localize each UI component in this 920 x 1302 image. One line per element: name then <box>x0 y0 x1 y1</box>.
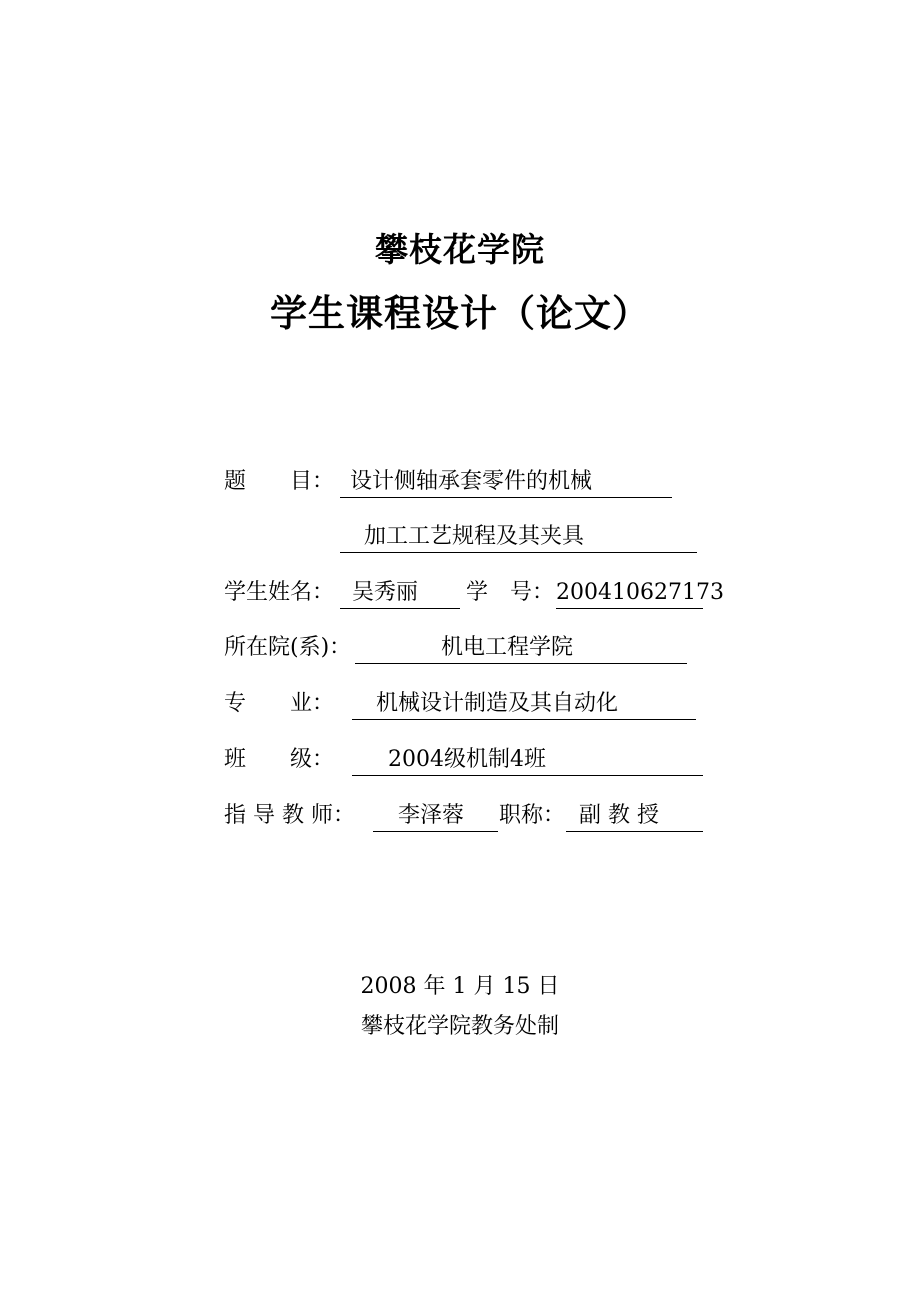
topic-label: 题 目： <box>224 469 335 494</box>
advisor-value: 李泽蓉 <box>398 803 465 828</box>
document-type-title: 学生课程设计（论文） <box>270 292 650 335</box>
advisor-label: 指 导 教 师： <box>224 803 355 828</box>
issue-date: 2008 年 1 月 15 日 <box>360 974 560 999</box>
major-label: 专 业： <box>224 691 335 716</box>
student-name-label: 学生姓名： <box>224 580 335 605</box>
major-value: 机械设计制造及其自动化 <box>376 691 619 716</box>
student-row <box>0 578 920 610</box>
topic-value-line2: 加工工艺规程及其夹具 <box>364 524 585 549</box>
department-value: 机电工程学院 <box>441 635 574 660</box>
topic-row-1 <box>0 467 920 499</box>
advisor-row <box>0 801 920 833</box>
student-id-label: 学 号： <box>466 580 555 605</box>
department-label: 所在院(系)： <box>224 635 352 660</box>
institution-title: 攀枝花学院 <box>375 230 545 269</box>
department-row <box>0 633 920 665</box>
class-value: 2004级机制4班 <box>388 747 546 772</box>
topic-row-2 <box>0 522 920 554</box>
class-row <box>0 745 920 777</box>
student-name-value: 吴秀丽 <box>352 580 419 605</box>
major-row <box>0 689 920 721</box>
topic-value-line1: 设计侧轴承套零件的机械 <box>350 469 593 494</box>
class-label: 班 级： <box>224 747 335 772</box>
student-id-value: 200410627173 <box>556 580 724 605</box>
academic-title-label: 职称： <box>499 803 566 828</box>
issuing-office: 攀枝花学院教务处制 <box>360 1014 559 1039</box>
academic-title-value: 副 教 授 <box>579 803 659 828</box>
